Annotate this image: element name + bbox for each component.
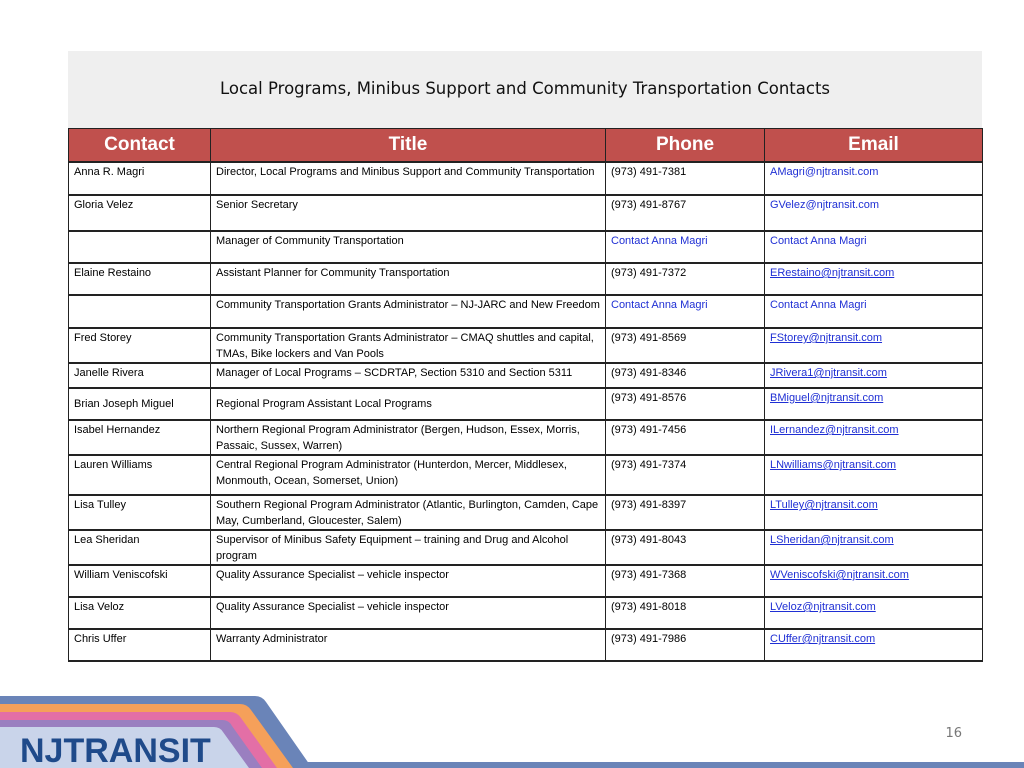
phone-cell: (973) 491-8043 <box>606 530 765 565</box>
table-row <box>69 363 983 388</box>
title-cell: Southern Regional Program Administrator (Atlantic, Burlington, Camden, Cape May, Cumberland, Gloucester, Salem) <box>211 495 606 530</box>
title-cell: Community Transportation Grants Administrator – CMAQ shuttles and capital, TMAs, Bike lockers and Van Pools <box>211 328 606 363</box>
table-row <box>69 328 983 363</box>
contact-cell: Elaine Restaino <box>69 263 211 295</box>
title-cell: Manager of Local Programs – SCDRTAP, Section 5310 and Section 5311 <box>211 363 606 388</box>
table-row <box>69 530 983 565</box>
title-cell: Warranty Administrator <box>211 629 606 661</box>
email-link[interactable]: LNwilliams@njtransit.com <box>765 455 983 495</box>
contact-cell: Lauren Williams <box>69 455 211 495</box>
title-cell: Supervisor of Minibus Safety Equipment – training and Drug and Alcohol program <box>211 530 606 565</box>
header-phone: Phone <box>606 129 765 163</box>
title-cell: Community Transportation Grants Administrator – NJ-JARC and New Freedom <box>211 295 606 328</box>
footer-stripes <box>0 690 1024 768</box>
table-row <box>69 420 983 455</box>
phone-cell: (973) 491-7374 <box>606 455 765 495</box>
phone-cell: (973) 491-8018 <box>606 597 765 629</box>
title-cell: Northern Regional Program Administrator (Bergen, Hudson, Essex, Morris, Passaic, Sussex, Warren) <box>211 420 606 455</box>
title-cell: Senior Secretary <box>211 195 606 231</box>
phone-cell: (973) 491-8767 <box>606 195 765 231</box>
email-link[interactable]: LVeloz@njtransit.com <box>765 597 983 629</box>
table-row <box>69 231 983 263</box>
email-cell: Contact Anna Magri <box>765 295 983 328</box>
logo-text: NJTRANSIT <box>20 732 211 768</box>
contact-cell: William Veniscofski <box>69 565 211 597</box>
table-row <box>69 597 983 629</box>
table-row <box>69 162 983 195</box>
table-row <box>69 195 983 231</box>
email-link[interactable]: FStorey@njtransit.com <box>765 328 983 363</box>
phone-cell: (973) 491-7986 <box>606 629 765 661</box>
header-email: Email <box>765 129 983 163</box>
phone-cell: Contact Anna Magri <box>606 295 765 328</box>
email-link[interactable]: ILernandez@njtransit.com <box>765 420 983 455</box>
title-cell: Regional Program Assistant Local Programs <box>211 388 606 420</box>
email-cell[interactable]: AMagri@njtransit.com <box>765 162 983 195</box>
bottom-line <box>300 762 1024 768</box>
contact-cell: Isabel Hernandez <box>69 420 211 455</box>
header-contact: Contact <box>69 129 211 163</box>
email-link[interactable]: CUffer@njtransit.com <box>765 629 983 661</box>
contacts-table <box>68 128 983 662</box>
email-link[interactable]: ERestaino@njtransit.com <box>765 263 983 295</box>
title-cell: Director, Local Programs and Minibus Support and Community Transportation <box>211 162 606 195</box>
phone-cell: (973) 491-8397 <box>606 495 765 530</box>
table-row <box>69 263 983 295</box>
phone-cell: (973) 491-8576 <box>606 388 765 420</box>
table-row <box>69 295 983 328</box>
email-cell[interactable]: GVelez@njtransit.com <box>765 195 983 231</box>
email-cell: Contact Anna Magri <box>765 231 983 263</box>
phone-cell: (973) 491-7456 <box>606 420 765 455</box>
contact-cell: Lea Sheridan <box>69 530 211 565</box>
contact-cell: Fred Storey <box>69 328 211 363</box>
contact-cell: Brian Joseph Miguel <box>69 388 211 420</box>
email-link[interactable]: LSheridan@njtransit.com <box>765 530 983 565</box>
contact-cell: Janelle Rivera <box>69 363 211 388</box>
contact-cell: Lisa Veloz <box>69 597 211 629</box>
table-row <box>69 565 983 597</box>
phone-cell: (973) 491-8346 <box>606 363 765 388</box>
email-link[interactable]: LTulley@njtransit.com <box>765 495 983 530</box>
phone-cell: Contact Anna Magri <box>606 231 765 263</box>
title-band <box>68 51 982 128</box>
slide-title: Local Programs, Minibus Support and Community Transportation Contacts <box>219 79 831 98</box>
contact-cell <box>69 295 211 328</box>
page-number: 16 <box>945 726 962 741</box>
header-row <box>69 129 983 163</box>
contact-cell: Gloria Velez <box>69 195 211 231</box>
phone-cell: (973) 491-8569 <box>606 328 765 363</box>
contact-cell: Lisa Tulley <box>69 495 211 530</box>
table-row <box>69 455 983 495</box>
email-link[interactable]: WVeniscofski@njtransit.com <box>765 565 983 597</box>
title-cell: Quality Assurance Specialist – vehicle inspector <box>211 565 606 597</box>
phone-cell: (973) 491-7368 <box>606 565 765 597</box>
table-row <box>69 388 983 420</box>
title-cell: Quality Assurance Specialist – vehicle inspector <box>211 597 606 629</box>
title-cell: Central Regional Program Administrator (Hunterdon, Mercer, Middlesex, Monmouth, Ocean, Somerset, Union) <box>211 455 606 495</box>
table-row <box>69 629 983 661</box>
title-cell: Assistant Planner for Community Transportation <box>211 263 606 295</box>
table-row <box>69 495 983 530</box>
email-link[interactable]: BMiguel@njtransit.com <box>765 388 983 420</box>
contact-cell: Anna R. Magri <box>69 162 211 195</box>
contact-cell: Chris Uffer <box>69 629 211 661</box>
phone-cell: (973) 491-7372 <box>606 263 765 295</box>
header-title: Title <box>211 129 606 163</box>
contact-cell <box>69 231 211 263</box>
phone-cell: (973) 491-7381 <box>606 162 765 195</box>
title-cell: Manager of Community Transportation <box>211 231 606 263</box>
email-link[interactable]: JRivera1@njtransit.com <box>765 363 983 388</box>
